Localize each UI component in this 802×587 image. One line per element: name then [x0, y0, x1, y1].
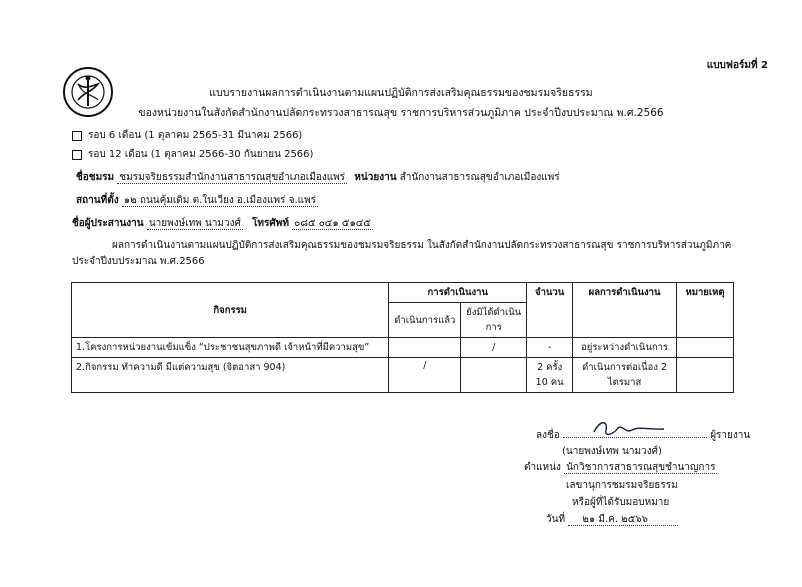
- reporter-label: ผู้รายงาน: [710, 430, 751, 441]
- period-6-months[interactable]: [72, 128, 302, 143]
- period-6-months-label: รอบ 6 เดือน (1 ตุลาคม 2565-31 มีนาคม 2566): [88, 130, 303, 141]
- period-12-months-checkbox[interactable]: [72, 150, 82, 160]
- sign-label: ลงชื่อ: [536, 430, 560, 441]
- phone-value: ๐๘๕ ๐๔๑ ๕๑๔๕: [294, 218, 371, 229]
- address-label: สถานที่ตั้ง: [76, 195, 119, 206]
- club-field: [76, 170, 560, 185]
- table-row: [72, 358, 734, 393]
- row-not-done: [461, 358, 527, 393]
- report-title-line1: แบบรายงานผลการดำเนินงานตามแผนปฏิบัติการส่งเสริมคุณธรรมของชมรมจริยธรรม: [209, 87, 593, 99]
- date-label: วันที่: [546, 514, 566, 525]
- position-line: [524, 460, 717, 475]
- coordinator-field: [72, 216, 373, 231]
- position-label: ตำแหน่ง: [524, 462, 561, 473]
- row-not-done: /: [461, 338, 527, 358]
- address-field: [76, 193, 318, 208]
- report-title-line2: ของหน่วยงานในสังกัดสำนักงานปลัดกระทรวงสาธารณสุข ราชการบริหารส่วนภูมิภาค ประจำปีงบประมาณ พ.ศ.2566: [138, 107, 664, 119]
- role-secretary: เลขานุการชมรมจริยธรรม: [566, 480, 678, 491]
- header-not-done: ยังมิได้ดำเนินการ: [461, 303, 527, 338]
- header-activity: กิจกรรม: [72, 283, 389, 338]
- row-done: /: [389, 358, 461, 393]
- coordinator-label: ชื่อผู้ประสานงาน: [72, 218, 144, 229]
- coordinator-value: นายพงษ์เทพ นามวงศ์: [148, 218, 241, 229]
- summary-paragraph: [72, 238, 752, 270]
- row-activity: 1.โครงการหน่วยงานเข้มแข็ง “ประชาชนสุขภาพดี เจ้าหน้าที่มีความสุข”: [72, 338, 389, 358]
- date-line: [546, 512, 678, 527]
- sign-line: [536, 428, 750, 443]
- row-amount: 2 ครั้ง 10 คน: [527, 358, 573, 393]
- club-label: ชื่อชมรม: [76, 172, 115, 183]
- phone-label: โทรศัพท์: [252, 218, 289, 229]
- role-assignee: หรือผู้ที่ได้รับมอบหมาย: [572, 497, 670, 508]
- row-activity: 2.กิจกรรม ทำความดี มีแต่ความสุข (จิตอาสา 904): [72, 358, 389, 393]
- period-12-months-label: รอบ 12 เดือน (1 ตุลาคม 2566-30 กันยายน 2566): [88, 149, 314, 160]
- period-12-months[interactable]: [72, 147, 313, 162]
- table-row: [72, 338, 734, 358]
- sign-dotted-line: [563, 437, 707, 438]
- row-amount: -: [527, 338, 573, 358]
- club-value: ชมรมจริยธรรมสำนักงานสาธารณสุขอำเภอเมืองแพร่: [119, 172, 346, 183]
- form-number: แบบฟอร์มที่ 2: [706, 60, 768, 71]
- header-amount: จำนวน: [527, 283, 573, 338]
- row-note: [676, 358, 733, 393]
- period-6-months-checkbox[interactable]: [72, 131, 82, 141]
- agency-value: สำนักงานสาธารณสุขอำเภอเมืองแพร่: [399, 172, 560, 183]
- header-done: ดำเนินการแล้ว: [389, 303, 461, 338]
- position-value: นักวิชาการสาธารณสุขชำนาญการ: [566, 462, 716, 473]
- agency-label: หน่วยงาน: [354, 172, 397, 183]
- summary-paragraph-text: ผลการดำเนินงานตามแผนปฏิบัติการส่งเสริมคุณธรรมของชมรมจริยธรรม ในสังกัดสำนักงานปลัดกระทรวงสาธารณสุข ราชการบริหารส่วนภูมิภาค ประจำปีงบประมาณ พ.ศ.2566: [72, 240, 732, 267]
- header-result: ผลการดำเนินงาน: [573, 283, 677, 338]
- row-result: ดำเนินการต่อเนื่อง 2 ไตรมาส: [573, 358, 677, 393]
- activity-report-table: [71, 282, 734, 393]
- header-note: หมายเหตุ: [676, 283, 733, 338]
- date-value: ๒๑ มี.ค. ๒๕๖๖: [568, 514, 678, 526]
- row-done: [389, 338, 461, 358]
- header-operation: การดำเนินงาน: [389, 283, 527, 303]
- row-result: อยู่ระหว่างดำเนินการ: [573, 338, 677, 358]
- row-note: [676, 338, 733, 358]
- signer-name: (นายพงษ์เทพ นามวงศ์): [562, 446, 662, 457]
- address-value: ๑๒ ถนนคุ้มเดิม ต.ในเวียง อ.เมืองแพร่ จ.แพร่: [123, 195, 317, 206]
